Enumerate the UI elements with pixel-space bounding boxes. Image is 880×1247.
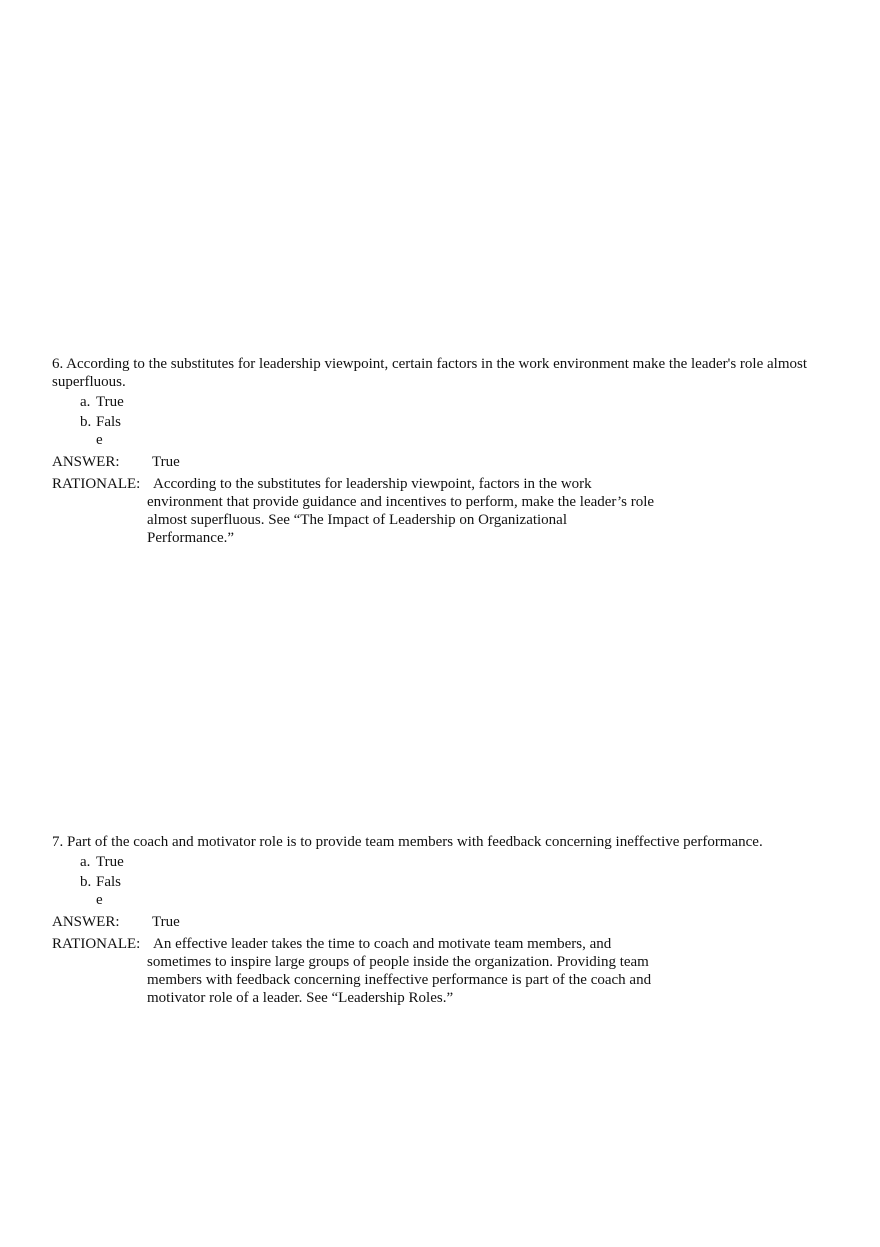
question-stem: 7. Part of the coach and motivator role is to provide team members with feedback concerning ineffective performance.: [52, 834, 763, 850]
option-text: True: [96, 394, 124, 410]
option-letter: b.: [80, 874, 92, 890]
answer-label: ANSWER:: [52, 914, 120, 930]
rationale-row: [52, 935, 852, 1007]
option-letter: a.: [80, 394, 91, 410]
answer-value: True: [152, 914, 180, 930]
option-text: True: [96, 854, 124, 870]
option-text: False: [96, 414, 122, 448]
answer-row: [52, 453, 852, 471]
option-b: [52, 413, 852, 451]
rationale-text: An effective leader takes the time to coach and motivate team members, and sometimes to inspire large groups of people inside the organization. Providing team members with feedback concerning ineffective performance is part of the coach and motivator role of a leader. See “Leadership Roles.”: [147, 936, 652, 1006]
rationale-text: According to the substitutes for leadership viewpoint, factors in the work environment that provide guidance and incentives to perform, make the leader’s role almost superfluous. See “The Impact of Leadership on Organizational Performance.”: [147, 476, 655, 546]
option-text: False: [96, 874, 122, 908]
option-letter: b.: [80, 414, 92, 430]
question-7: [52, 833, 852, 1007]
answer-value: True: [152, 454, 180, 470]
option-letter: a.: [80, 854, 91, 870]
option-a: [52, 393, 852, 411]
rationale-row: [52, 475, 852, 547]
answer-row: [52, 913, 852, 931]
option-b: [52, 873, 852, 911]
answer-label: ANSWER:: [52, 454, 120, 470]
rationale-label: RATIONALE:: [52, 936, 141, 952]
question-stem: 6. According to the substitutes for leadership viewpoint, certain factors in the work environment make the leader's role almost superfluous.: [52, 356, 807, 390]
question-6: [52, 355, 852, 547]
rationale-label: RATIONALE:: [52, 476, 141, 492]
option-a: [52, 853, 852, 871]
